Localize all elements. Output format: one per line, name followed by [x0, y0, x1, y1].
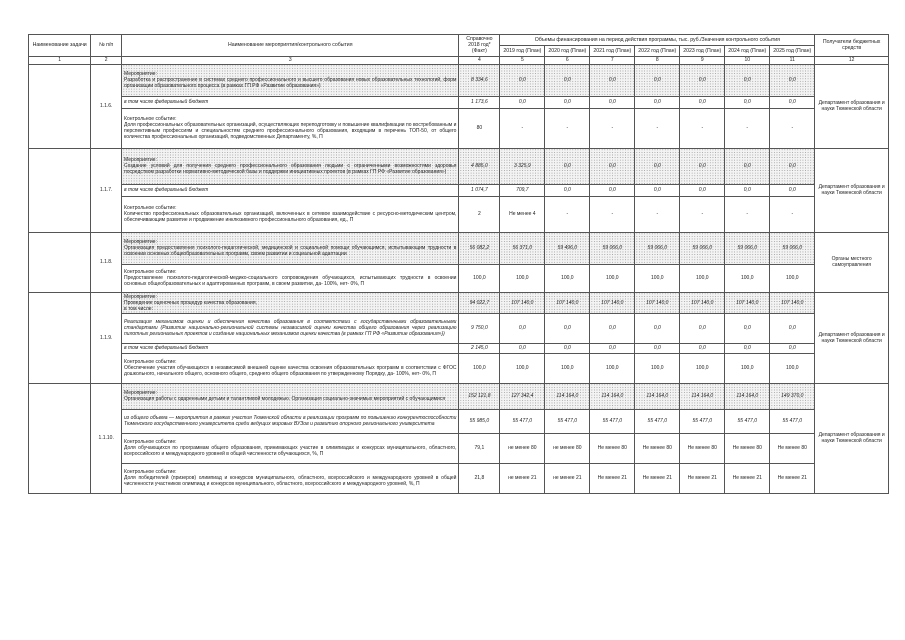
- value-year-2021: 0,0: [590, 184, 635, 196]
- value-year-2021: 0,0: [590, 96, 635, 108]
- header-year-2025: 2025 год (План): [770, 45, 815, 56]
- value-year-2020: 59 496,0: [545, 232, 590, 264]
- value-2018: 80: [459, 108, 500, 148]
- budget-note: в том числе федеральный бюджет: [122, 184, 459, 196]
- table-row: [29, 108, 889, 148]
- value-year-2020: не менее 80: [545, 433, 590, 463]
- value-year-2019: 0,0: [500, 64, 545, 96]
- header-year-2022: 2022 год (План): [635, 45, 680, 56]
- value-year-2022: Не менее 21: [635, 463, 680, 493]
- item-number: 1.1.9.: [91, 292, 122, 383]
- header-year-2023: 2023 год (План): [680, 45, 725, 56]
- value-year-2024: Не менее 21: [725, 463, 770, 493]
- column-number: 5: [500, 56, 545, 64]
- value-year-2021: -: [590, 108, 635, 148]
- value-2018: 100,0: [459, 264, 500, 292]
- value-year-2020: 114 164,0: [545, 383, 590, 409]
- value-year-2023: 107 140,0: [680, 292, 725, 313]
- value-year-2024: 0,0: [725, 64, 770, 96]
- value-year-2020: 0,0: [545, 184, 590, 196]
- item-number: 1.1.8.: [91, 232, 122, 292]
- header-year-2020: 2020 год (План): [545, 45, 590, 56]
- value-year-2022: 114 164,0: [635, 383, 680, 409]
- value-year-2022: 0,0: [635, 343, 680, 353]
- value-year-2019: 100,0: [500, 353, 545, 383]
- budget-note: из общего объема — мероприятия в рамках участия Тюменской области в реализации программ по повышению конкурентоспособности Тюменского государственного университета среди ведущих мировых ВУЗов и развитию опорного регионального университета: [122, 409, 459, 433]
- value-2018: 100,0: [459, 353, 500, 383]
- value-year-2023: 59 066,0: [680, 232, 725, 264]
- value-year-2025: 0,0: [770, 313, 815, 343]
- value-year-2020: 100,0: [545, 264, 590, 292]
- value-year-2021: 107 140,0: [590, 292, 635, 313]
- activity-description: Мероприятие: Организация предоставления психолого-педагогической, медицинской и социальной помощи обучающимся, испытывающим трудности в освоении основных общеобразовательных программ, своем развитии и социальной адаптации: [122, 232, 459, 264]
- item-number: 1.1.10.: [91, 383, 122, 493]
- value-year-2020: 0,0: [545, 96, 590, 108]
- column-number: 2: [91, 56, 122, 64]
- value-2018: 2 145,0: [459, 343, 500, 353]
- value-year-2024: 107 140,0: [725, 292, 770, 313]
- value-year-2021: -: [590, 196, 635, 232]
- value-year-2024: 0,0: [725, 96, 770, 108]
- value-year-2023: 100,0: [680, 264, 725, 292]
- value-year-2021: 0,0: [590, 148, 635, 184]
- column-number: 11: [770, 56, 815, 64]
- value-year-2025: 107 140,0: [770, 292, 815, 313]
- value-2018: 9 750,0: [459, 313, 500, 343]
- budget-recipient: Департамент образования и науки Тюменской области: [815, 383, 889, 493]
- value-year-2021: 59 066,0: [590, 232, 635, 264]
- value-year-2023: 0,0: [680, 313, 725, 343]
- header-year-2024: 2024 год (План): [725, 45, 770, 56]
- value-2018: 2: [459, 196, 500, 232]
- column-number: 4: [459, 56, 500, 64]
- value-year-2023: Не менее 80: [680, 433, 725, 463]
- table-row: [29, 353, 889, 383]
- value-year-2021: Не менее 21: [590, 463, 635, 493]
- table-row: [29, 463, 889, 493]
- table-row: [29, 64, 889, 96]
- value-year-2020: не менее 21: [545, 463, 590, 493]
- activity-description: Мероприятие: Создание условий для получения среднего профессионального образования людьми с ограниченными возможностями здоровья посредством разработки нормативно-методической базы и поддержки инициативных проектов (в рамках ГП РФ «Развитие образования»): [122, 148, 459, 184]
- value-year-2019: Не менее 4: [500, 196, 545, 232]
- value-year-2019: 100,0: [500, 264, 545, 292]
- task-name-cell: [29, 148, 91, 232]
- program-table: [28, 34, 889, 494]
- control-event: Контрольное событие: Количество профессиональных образовательных организаций, включенных в сетевое взаимодействие с ресурсно-методическим центром, обеспечивающим развитие и продвижение инклюзивного профессионального образования, ед., П: [122, 196, 459, 232]
- value-year-2021: 100,0: [590, 353, 635, 383]
- column-number: 1: [29, 56, 91, 64]
- activity-description: Мероприятие: Разработка и распространение в системах среднего профессионального и высшего образования новых образовательных технологий, форм организации образовательного процесса (в рамках ГП РФ «Развитие образования»): [122, 64, 459, 96]
- item-number: 1.1.6.: [91, 64, 122, 148]
- item-number: 1.1.7.: [91, 148, 122, 232]
- table-row: [29, 383, 889, 409]
- table-row: [29, 148, 889, 184]
- value-year-2020: 0,0: [545, 148, 590, 184]
- table-row: [29, 433, 889, 463]
- table-row: [29, 96, 889, 108]
- value-2018: 56 082,2: [459, 232, 500, 264]
- value-year-2023: Не менее 21: [680, 463, 725, 493]
- value-year-2022: Не менее 80: [635, 433, 680, 463]
- value-year-2019: не менее 80: [500, 433, 545, 463]
- value-year-2020: 100,0: [545, 353, 590, 383]
- value-year-2024: Не менее 80: [725, 433, 770, 463]
- value-year-2025: -: [770, 108, 815, 148]
- table-row: [29, 292, 889, 313]
- value-year-2019: 55 477,0: [500, 409, 545, 433]
- value-year-2021: 55 477,0: [590, 409, 635, 433]
- activity-description: Мероприятие: Организация работы с одаренными детьми и талантливой молодежью. Организация социально-значимых мероприятий с обучающимися: [122, 383, 459, 409]
- value-year-2020: 0,0: [545, 343, 590, 353]
- value-year-2024: -: [725, 108, 770, 148]
- value-year-2021: Не менее 80: [590, 433, 635, 463]
- value-year-2025: Не менее 80: [770, 433, 815, 463]
- header-recipients: Получатели бюджетных средств: [815, 35, 889, 57]
- value-year-2022: -: [635, 196, 680, 232]
- table-row: [29, 264, 889, 292]
- value-year-2022: 0,0: [635, 96, 680, 108]
- value-year-2025: 59 066,0: [770, 232, 815, 264]
- control-event: Контрольное событие: Обеспечение участия обучающихся в независимой внешней оценке качества освоения образовательных программ в соответствии с ФГОС дошкольного, начального общего, основного общего, среднего общего образования по утвержденному Порядку, да- 100%, нет- 0%, П: [122, 353, 459, 383]
- value-year-2020: -: [545, 108, 590, 148]
- value-year-2025: 0,0: [770, 64, 815, 96]
- task-name-cell: [29, 383, 91, 493]
- value-year-2024: 114 164,0: [725, 383, 770, 409]
- value-year-2020: 55 477,0: [545, 409, 590, 433]
- value-year-2020: 107 140,0: [545, 292, 590, 313]
- value-2018: 1 173,6: [459, 96, 500, 108]
- value-year-2023: 0,0: [680, 184, 725, 196]
- value-year-2025: 55 477,0: [770, 409, 815, 433]
- value-year-2019: не менее 21: [500, 463, 545, 493]
- value-year-2025: 0,0: [770, 184, 815, 196]
- value-2018: 21,8: [459, 463, 500, 493]
- value-year-2019: 0,0: [500, 343, 545, 353]
- table-row: [29, 196, 889, 232]
- value-year-2025: 0,0: [770, 343, 815, 353]
- value-year-2024: 55 477,0: [725, 409, 770, 433]
- value-year-2019: 709,7: [500, 184, 545, 196]
- value-year-2019: 127 342,4: [500, 383, 545, 409]
- column-number: 9: [680, 56, 725, 64]
- value-year-2022: -: [635, 108, 680, 148]
- column-number: 12: [815, 56, 889, 64]
- table-row: [29, 313, 889, 343]
- value-2018: 8 334,6: [459, 64, 500, 96]
- value-year-2019: 0,0: [500, 96, 545, 108]
- budget-note: в том числе федеральный бюджет: [122, 343, 459, 353]
- column-number: 10: [725, 56, 770, 64]
- budget-recipient: Органы местного самоуправления: [815, 232, 889, 292]
- value-year-2023: 114 164,0: [680, 383, 725, 409]
- header-year-2019: 2019 год (План): [500, 45, 545, 56]
- value-year-2025: -: [770, 196, 815, 232]
- budget-recipient: Департамент образования и науки Тюменской области: [815, 148, 889, 232]
- value-year-2025: 149 370,0: [770, 383, 815, 409]
- value-year-2022: 0,0: [635, 148, 680, 184]
- value-year-2021: 0,0: [590, 64, 635, 96]
- header-number: № п/п: [91, 35, 122, 57]
- column-number: 7: [590, 56, 635, 64]
- value-year-2024: 0,0: [725, 184, 770, 196]
- table-body: [29, 64, 889, 493]
- value-2018: 55 985,0: [459, 409, 500, 433]
- control-event: Контрольное событие: Предоставление психолого-педагогической-медико-социального сопровождения обучающихся, испытывающих трудности в освоении основных общеобразовательных и адаптированных программ, в своем развитии, да- 100%, нет- 0%, П: [122, 264, 459, 292]
- value-year-2024: 0,0: [725, 148, 770, 184]
- budget-recipient: Департамент образования и науки Тюменской области: [815, 292, 889, 383]
- value-year-2019: 56 371,0: [500, 232, 545, 264]
- value-year-2023: -: [680, 108, 725, 148]
- task-name-cell: [29, 232, 91, 292]
- value-year-2025: Не менее 21: [770, 463, 815, 493]
- value-year-2024: 100,0: [725, 264, 770, 292]
- value-2018: 152 121,8: [459, 383, 500, 409]
- budget-note: в том числе федеральный бюджет: [122, 96, 459, 108]
- table-row: [29, 184, 889, 196]
- header-financing-group: Объемы финансирования на период действия программы, тыс. руб./Значения контрольного события: [500, 35, 815, 46]
- value-year-2019: -: [500, 108, 545, 148]
- value-year-2022: 59 066,0: [635, 232, 680, 264]
- value-year-2022: 107 140,0: [635, 292, 680, 313]
- value-year-2022: 0,0: [635, 184, 680, 196]
- column-number: 6: [545, 56, 590, 64]
- value-year-2023: 55 477,0: [680, 409, 725, 433]
- task-name-cell: [29, 64, 91, 148]
- value-year-2019: 3 325,9: [500, 148, 545, 184]
- value-year-2023: -: [680, 196, 725, 232]
- value-year-2025: 100,0: [770, 353, 815, 383]
- control-event: Контрольное событие: Доля профессиональных образовательных организаций, осуществляющих переподготовку и повышение квалификации по востребованным и перспективным профессиям и специальностям среднего профессионального образования, входящим в перечень ТОП-50, от общего количества профессиональных организаций, подведомственных Департаменту, %, П: [122, 108, 459, 148]
- column-number: 3: [122, 56, 459, 64]
- value-year-2020: 0,0: [545, 313, 590, 343]
- value-year-2024: 59 066,0: [725, 232, 770, 264]
- budget-recipient: Департамент образования и науки Тюменской области: [815, 64, 889, 148]
- header-activity: Наименование мероприятия/контрольного события: [122, 35, 459, 57]
- value-year-2022: 100,0: [635, 353, 680, 383]
- value-year-2024: 0,0: [725, 343, 770, 353]
- value-year-2020: -: [545, 196, 590, 232]
- value-year-2024: 0,0: [725, 313, 770, 343]
- value-year-2021: 100,0: [590, 264, 635, 292]
- header-task-name: Наименование задачи: [29, 35, 91, 57]
- value-year-2024: 100,0: [725, 353, 770, 383]
- value-year-2021: 0,0: [590, 313, 635, 343]
- value-year-2022: 100,0: [635, 264, 680, 292]
- table-row: [29, 343, 889, 353]
- header-year-2021: 2021 год (План): [590, 45, 635, 56]
- task-name-cell: [29, 292, 91, 383]
- value-year-2019: 0,0: [500, 313, 545, 343]
- table-row: [29, 232, 889, 264]
- budget-note: Реализация механизмов оценки и обеспечения качества образования в соответствии с государственными образовательными стандартами (Развитие национально-региональной системы независимой оценки качества общего образования через реализацию пилотных региональных проектов и создание национальных механизмов оценки качества (в рамках ГП РФ «Развитие образования»)): [122, 313, 459, 343]
- control-event: Контрольное событие: Доля победителей (призеров) олимпиад и конкурсов муниципального, областного, всероссийского и международного уровней в общей численности участников олимпиад и конкурсов муниципального, областного, всероссийского и международного уровней, %, П: [122, 463, 459, 493]
- value-year-2025: 0,0: [770, 148, 815, 184]
- value-2018: 94 022,7: [459, 292, 500, 313]
- control-event: Контрольное событие: Доля обучающихся по программам общего образования, принимающих участие в олимпиадах и конкурсах муниципального, областного, всероссийского и международного уровней в общей численности обучающихся, %, П: [122, 433, 459, 463]
- value-year-2022: 0,0: [635, 64, 680, 96]
- value-year-2023: 0,0: [680, 64, 725, 96]
- value-year-2023: 0,0: [680, 343, 725, 353]
- table-row: [29, 409, 889, 433]
- value-year-2021: 0,0: [590, 343, 635, 353]
- value-2018: 79,1: [459, 433, 500, 463]
- value-year-2023: 0,0: [680, 148, 725, 184]
- value-year-2023: 0,0: [680, 96, 725, 108]
- value-year-2025: 100,0: [770, 264, 815, 292]
- value-2018: 4 885,0: [459, 148, 500, 184]
- value-year-2021: 114 164,0: [590, 383, 635, 409]
- value-year-2024: -: [725, 196, 770, 232]
- value-year-2023: 100,0: [680, 353, 725, 383]
- value-year-2025: 0,0: [770, 96, 815, 108]
- column-number: 8: [635, 56, 680, 64]
- value-2018: 1 074,7: [459, 184, 500, 196]
- value-year-2022: 0,0: [635, 313, 680, 343]
- value-year-2020: 0,0: [545, 64, 590, 96]
- activity-description: Мероприятие: Проведение оценочных процедур качества образования, в том числе:: [122, 292, 459, 313]
- value-year-2019: 107 140,0: [500, 292, 545, 313]
- header-2018-fact: Справочно 2018 год* (Факт): [459, 35, 500, 57]
- value-year-2022: 55 477,0: [635, 409, 680, 433]
